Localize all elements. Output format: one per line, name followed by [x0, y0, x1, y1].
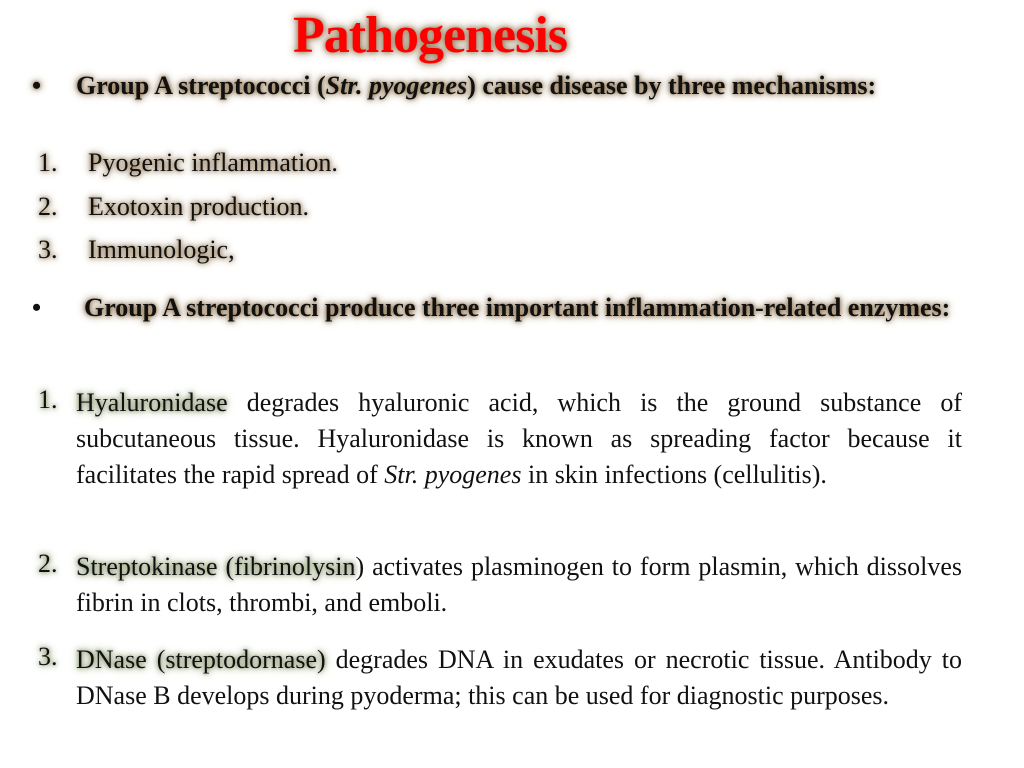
mechanism-number: 2. — [38, 192, 58, 221]
bullet-mechanisms: • Group A streptococci (Str. pyogenes) cause disease by three mechanisms: — [76, 68, 962, 104]
bullet-icon: • — [32, 71, 42, 100]
enzyme-hyaluronidase: Hyaluronidase degrades hyaluronic acid, which is the ground substance of subcutaneous tissue. Hyaluronidase is known as spreading factor because it facilitates the rapid spread of Str. pyogenes in skin infections (cellulitis). — [76, 388, 962, 489]
enzyme-number: 1. — [38, 385, 58, 414]
enzyme-dnase: DNase (streptodornase) degrades DNA in exudates or necrotic tissue. Antibody to DNase B develops during pyoderma; this can be used for diagnostic purposes. — [76, 645, 963, 710]
enzyme-number: 3. — [38, 642, 58, 671]
mechanism-item: Exotoxin production. — [88, 192, 309, 221]
slide-title: Pathogenesis — [293, 7, 567, 64]
mechanism-number: 3. — [38, 235, 58, 264]
enzyme-streptokinase: Streptokinase (fibrinolysin) activates plasminogen to form plasmin, which dissolves fibrin in clots, thrombi, and emboli. — [76, 552, 963, 617]
bullet-enzymes: • Group A streptococci produce three important inflammation-related enzymes: — [76, 290, 962, 326]
mechanism-item: Immunologic, — [88, 235, 235, 264]
mechanism-number: 1. — [38, 148, 58, 177]
mechanism-item: Pyogenic inflammation. — [88, 148, 338, 177]
bullet-icon: • — [32, 293, 42, 322]
enzyme-number: 2. — [38, 549, 58, 578]
